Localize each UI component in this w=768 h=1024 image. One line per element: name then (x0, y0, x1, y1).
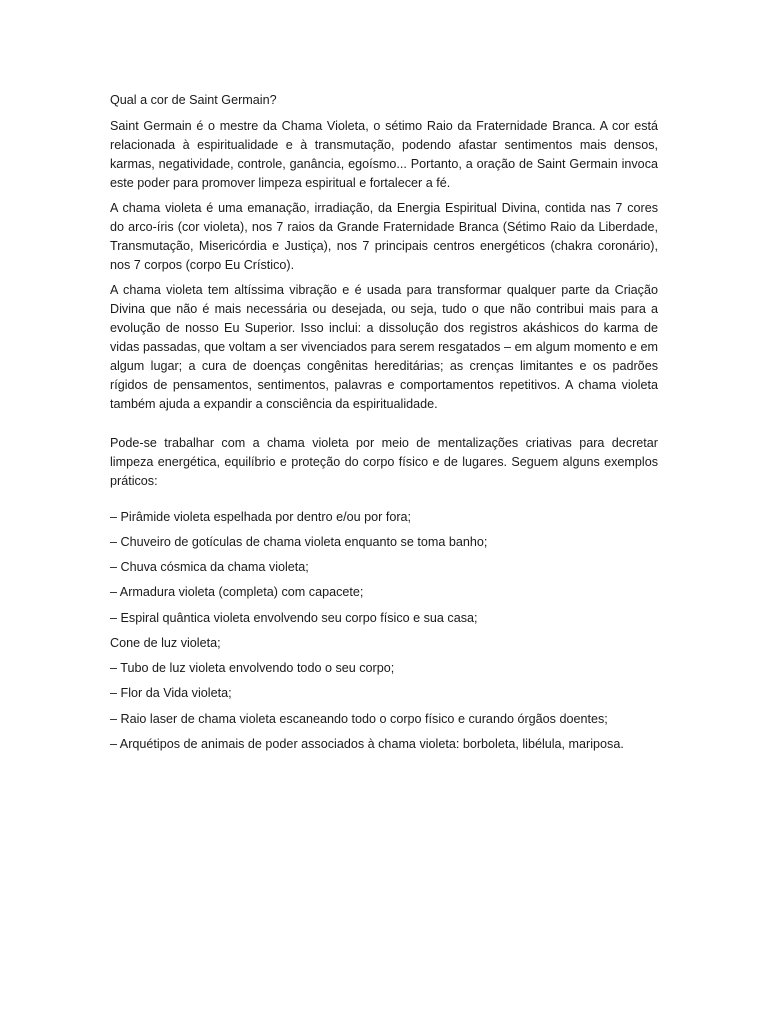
text-line: práticos: (110, 474, 158, 488)
text-line: A chama violeta tem altíssima vibração e é usada para transformar qualquer parte da Criação (110, 283, 658, 297)
text-line: Divina que não é mais necessária ou desejada, ou seja, tudo o que não contribui mais para a (110, 302, 658, 316)
list-item: Cone de luz violeta; (110, 636, 221, 650)
paragraph-1 (110, 117, 658, 193)
document-title (110, 91, 658, 110)
text-line: nos 7 corpos (corpo Eu Crístico). (110, 258, 295, 272)
text-line: Transmutação, Misericórdia e Justiça), nos 7 principais centros energéticos (chakra coronário), (110, 239, 658, 253)
text-line: relacionada à espiritualidade e à transmutação, podendo afastar sentimentos mais densos, (110, 138, 658, 152)
text-line: este poder para promover limpeza espiritual e fortalecer a fé. (110, 176, 451, 190)
paragraph-4 (110, 434, 658, 491)
list-item: – Arquétipos de animais de poder associados à chama violeta: borboleta, libélula, mariposa. (110, 737, 624, 751)
text-line: também ajuda a expandir a consciência da espiritualidade. (110, 397, 438, 411)
list-item: – Armadura violeta (completa) com capacete; (110, 585, 364, 599)
text-line: karmas, negatividade, controle, ganância, egoísmo... Portanto, a oração de Saint Germain invoca (110, 157, 658, 171)
list-item: – Pirâmide violeta espelhada por dentro e/ou por fora; (110, 510, 412, 524)
text-line: algum lugar; a cura de doenças congênitas hereditárias; as crenças limitantes e os padrões (110, 359, 658, 373)
title-text: Qual a cor de Saint Germain? (110, 93, 277, 107)
paragraph-2 (110, 199, 658, 275)
text-line: A chama violeta é uma emanação, irradiação, da Energia Espiritual Divina, contida nas 7 cores (110, 201, 658, 215)
text-line: rígidos de pensamentos, sentimentos, palavras e comportamentos repetitivos. A chama violeta (110, 378, 658, 392)
text-line: do arco-íris (cor violeta), nos 7 raios da Grande Fraternidade Branca (Sétimo Raio da Liberdade, (110, 220, 658, 234)
text-line: limpeza energética, equilíbrio e proteção do corpo físico e de lugares. Seguem alguns exemplos (110, 455, 658, 469)
list-item: – Espiral quântica violeta envolvendo seu corpo físico e sua casa; (110, 611, 478, 625)
list-item: – Raio laser de chama violeta escaneando todo o corpo físico e curando órgãos doentes; (110, 712, 608, 726)
list-item: – Flor da Vida violeta; (110, 686, 232, 700)
text-line: Pode-se trabalhar com a chama violeta por meio de mentalizações criativas para decretar (110, 436, 658, 450)
list-item: – Chuveiro de gotículas de chama violeta enquanto se toma banho; (110, 535, 488, 549)
text-line: Saint Germain é o mestre da Chama Violeta, o sétimo Raio da Fraternidade Branca. A cor está (110, 119, 658, 133)
list-item: – Tubo de luz violeta envolvendo todo o seu corpo; (110, 661, 395, 675)
paragraph-3 (110, 281, 658, 414)
list-item: – Chuva cósmica da chama violeta; (110, 560, 309, 574)
text-line: vidas passadas, que voltam a ser vivenciados para serem resgatados – em algum momento e em (110, 340, 658, 354)
text-line: evolução de nosso Eu Superior. Isso inclui: a dissolução dos registros akáshicos do karma de (110, 321, 658, 335)
